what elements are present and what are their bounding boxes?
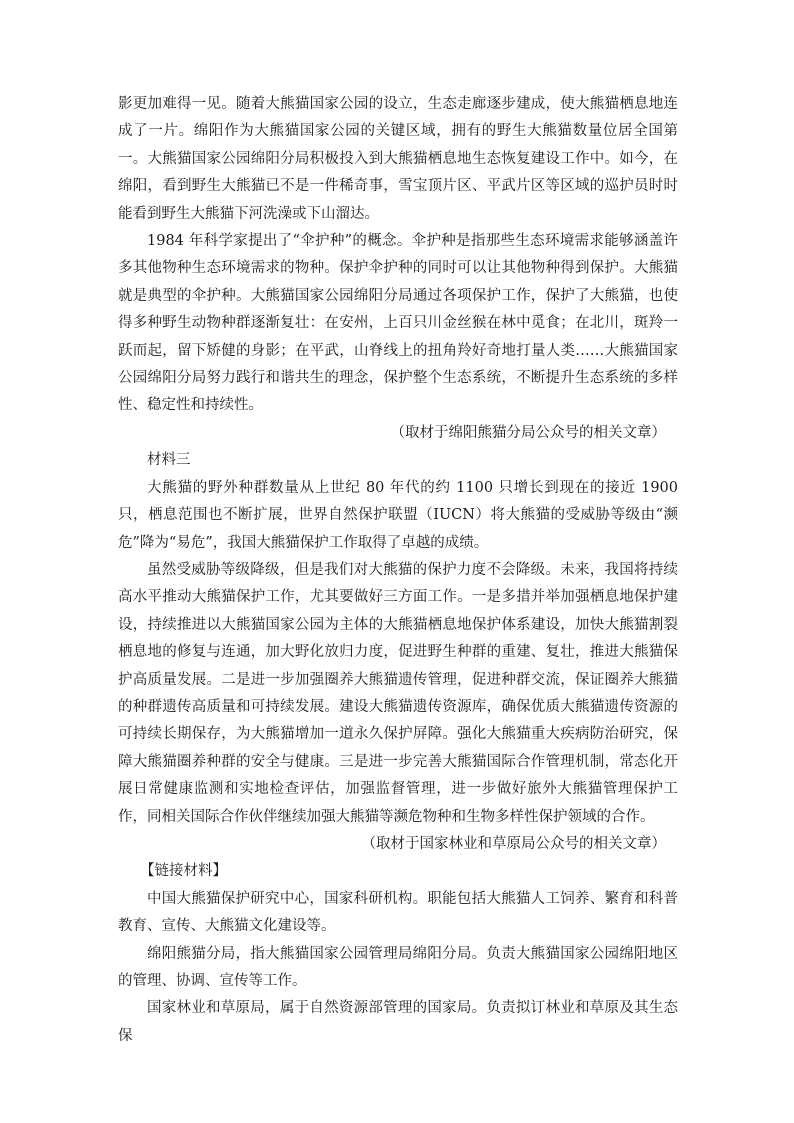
section-heading-material-three: 材料三 [147, 452, 191, 469]
source-citation-mianyang: （取材于绵阳熊猫分局公众号的相关文章） [390, 424, 666, 441]
paragraph-link-mianyang-bureau: 绵阳熊猫分局，指大熊猫国家公园管理局绵阳分局。负责大熊猫国家公园绵阳地区的管理、协调、宣传等工作。 [118, 945, 678, 989]
section-heading-linked-material: 【链接材料】 [140, 863, 227, 880]
document-page [118, 91, 678, 1050]
paragraph-population-growth: 大熊猫的野外种群数量从上世纪 80 年代的约 1100 只增长到现在的接近 1900 只，栖息范围也不断扩展，世界自然保护联盟（IUCN）将大熊猫的受威胁等级由“濒危”降为“易危”，我国大熊猫保护工作取得了卓越的成绩。 [118, 479, 678, 551]
paragraph-link-forestry-administration: 国家林业和草原局，属于自然资源部管理的国家局。负责拟订林业和草原及其生态保 [118, 1000, 678, 1044]
paragraph-habitat-connection: 影更加难得一见。随着大熊猫国家公园的设立，生态走廊逐步建成，使大熊猫栖息地连成了一片。绵阳作为大熊猫国家公园的关键区域，拥有的野生大熊猫数量位居全国第一。大熊猫国家公园绵阳分局积极投入到大熊猫栖息地生态恢复建设工作中。如今，在绵阳，看到野生大熊猫已不是一件稀奇事，雪宝顶片区、平武片区等区域的巡护员时时能看到野生大熊猫下河洗澡或下山溜达。 [118, 96, 678, 222]
paragraph-future-protection: 虽然受威胁等级降级，但是我们对大熊猫的保护力度不会降级。未来，我国将持续高水平推动大熊猫保护工作，尤其要做好三方面工作。一是多措并举加强栖息地保护建设，持续推进以大熊猫国家公园为主体的大熊猫栖息地保护体系建设，加快大熊猫割裂栖息地的修复与连通，加大野化放归力度，促进野生种群的重建、复壮，推进大熊猫保护高质量发展。二是进一步加强圈养大熊猫遗传管理，促进种群交流，保证圈养大熊猫的种群遗传高质量和可持续发展。建设大熊猫遗传资源库，确保优质大熊猫遗传资源的可持续长期保存，为大熊猫增加一道永久保护屏障。强化大熊猫重大疾病防治研究，保障大熊猫圈养种群的安全与健康。三是进一步完善大熊猫国际合作管理机制，常态化开展日常健康监测和实地检查评估，加强监督管理，进一步做好旅外大熊猫管理保护工作，同相关国际合作伙伴继续加强大熊猫等濒危物种和生物多样性保护领域的合作。 [118, 561, 678, 825]
paragraph-link-research-center: 中国大熊猫保护研究中心，国家科研机构。职能包括大熊猫人工饲养、繁育和科普教育、宣传、大熊猫文化建设等。 [118, 890, 678, 935]
source-citation-forestry: （取材于国家林业和草原局公众号的相关文章） [361, 835, 666, 852]
paragraph-umbrella-species: 1984 年科学家提出了“伞护种”的概念。伞护种是指那些生态环境需求能够涵盖许多其他物种生态环境需求的物种。保护伞护种的同时可以让其他物种得到保护。大熊猫就是典型的伞护种。大熊猫国家公园绵阳分局通过各项保护工作，保护了大熊猫，也使得多种野生动物种群逐渐复壮：在安州，上百只川金丝猴在林中觅食；在北川，斑羚一跃而起，留下矫健的身影；在平武，山脊线上的扭角羚好奇地打量人类……大熊猫国家公园绵阳分局努力践行和谐共生的理念，保护整个生态系统，不断提升生态系统的多样性、稳定性和持续性。 [118, 233, 678, 414]
